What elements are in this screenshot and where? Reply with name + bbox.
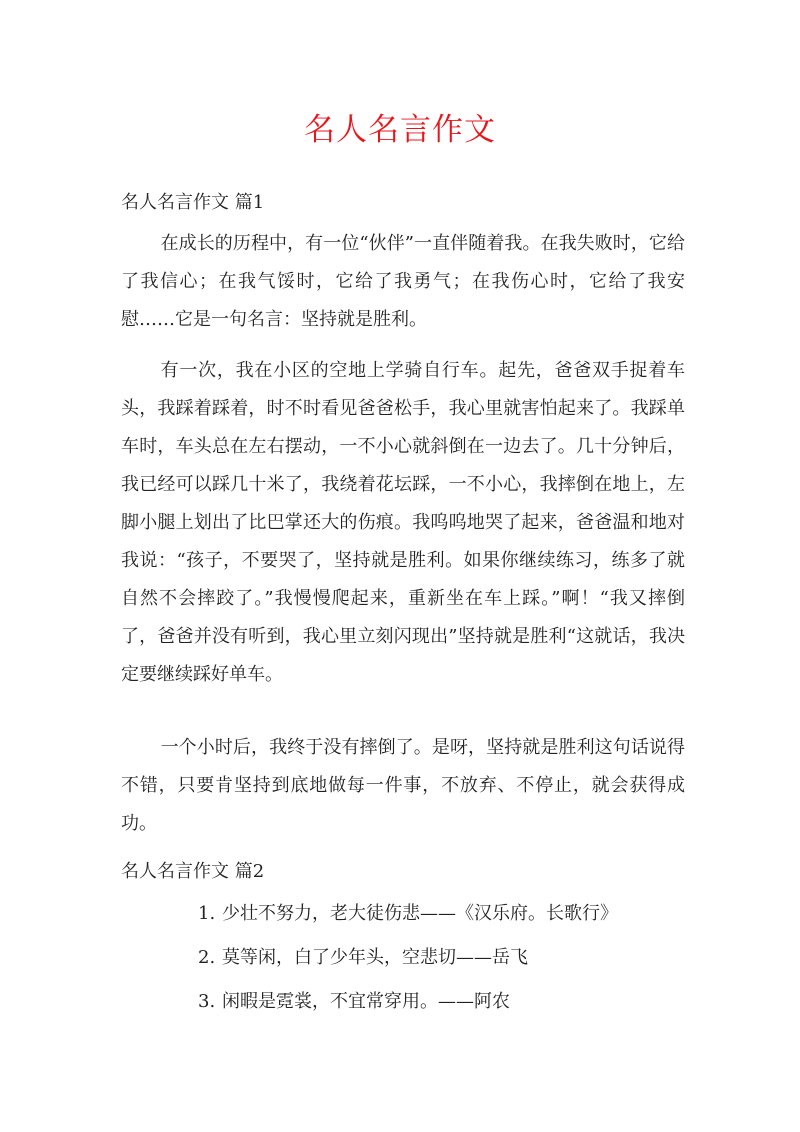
list-item-number: 3. xyxy=(198,991,216,1012)
document-title: 名人名言作文 xyxy=(304,112,496,148)
paragraph: 在成长的历程中，有一位“伙伴”一直伴随着我。在我失败时，它给了我信心；在我气馁时，它给了我勇气；在我伤心时，它给了我安慰……它是一句名言：坚持就是胜利。 xyxy=(121,233,685,330)
list-item-text: 闲暇是霓裳，不宜常穿用。——阿农 xyxy=(222,991,510,1012)
quote-list xyxy=(198,900,618,1032)
paragraph: 一个小时后，我终于没有摔倒了。是呀，坚持就是胜利这句话说得不错，只要肯坚持到底地做每一件事，不放弃、不停止，就会获得成功。 xyxy=(121,737,685,834)
paragraph: 有一次，我在小区的空地上学骑自行车。起先，爸爸双手捉着车头，我踩着踩着，时不时看见爸爸松手，我心里就害怕起来了。我踩单车时，车头总在左右摆动，一不小心就斜倒在一边去了。几十分钟后，我已经可以踩几十米了，我绕着花坛踩，一不小心，我摔倒在地上，左脚小腿上划出了比巴掌还大的伤痕。我呜呜地哭了起来，爸爸温和地对我说：“孩子，不要哭了，坚持就是胜利。如果你继续练习，练多了就自然不会摔跤了。”我慢慢爬起来，重新坐在车上踩。”啊！“我又摔倒了，爸爸并没有听到，我心里立刻闪现出”坚持就是胜利“这就话，我决定要继续踩好单车。 xyxy=(121,360,685,685)
section-heading-1: 名人名言作文 篇1 xyxy=(121,192,265,213)
list-item xyxy=(198,900,618,944)
list-item-text: 少壮不努力，老大徒伤悲——《汉乐府。长歌行》 xyxy=(222,903,618,924)
section-heading-2: 名人名言作文 篇2 xyxy=(121,861,265,882)
list-item-number: 1. xyxy=(198,903,216,924)
list-item xyxy=(198,988,618,1032)
list-item xyxy=(198,944,618,988)
list-item-text: 莫等闲，白了少年头，空悲切——岳飞 xyxy=(222,947,528,968)
list-item-number: 2. xyxy=(198,947,216,968)
